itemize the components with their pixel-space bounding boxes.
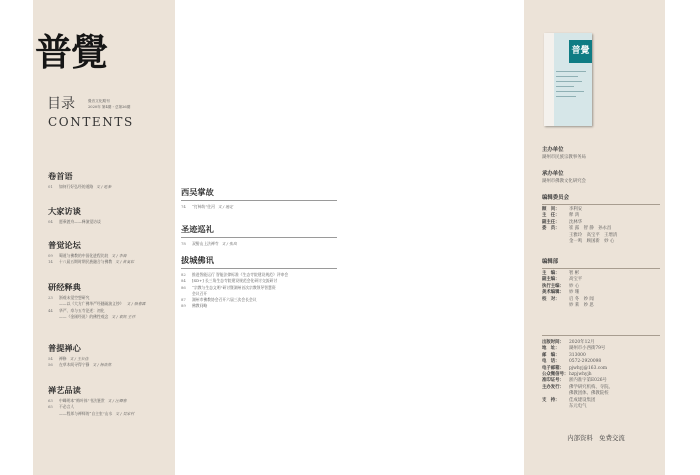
section-title: 普觉论坛 — [48, 240, 81, 250]
entry-title: [SD+] 长三角生态寺院建设规范会化研讨交流研讨 — [192, 278, 278, 284]
issue-number: 2020年 第4期・总第26期 — [88, 104, 131, 109]
section-rule — [181, 268, 337, 269]
section-title: 研经释典 — [48, 282, 81, 292]
right-info-panel — [524, 0, 665, 475]
info-value: 2020年12月 — [569, 340, 595, 345]
info-label: 主办发行： — [542, 384, 564, 390]
page-number: 74 — [181, 204, 186, 209]
entry-title: ——程邦与禅师的“自主室”山水 — [59, 410, 113, 416]
info-label: 执行主编： — [542, 283, 564, 289]
toc-entry[interactable] — [48, 184, 111, 190]
section-title: 禅艺品读 — [48, 385, 81, 395]
info-value: 妙 莱 妙 思 — [569, 303, 594, 309]
entry-title: ——以《大方广佛华严经随疏演义钞》 — [59, 301, 124, 307]
publication-list — [542, 340, 660, 410]
info-label: 出版时间： — [542, 340, 564, 345]
entry-title: 双髻山上法禅寺 — [192, 241, 219, 246]
info-value: 妙 珊 — [569, 290, 580, 296]
entry-title: “打柿坊”往河 — [192, 204, 215, 209]
entry-author: 文 / 延参 — [96, 184, 112, 189]
editorial-block — [542, 258, 660, 309]
entry-title: 十八届五期时期民族融合与佛教 — [59, 259, 113, 265]
entry-author: 文 / 张岚 — [221, 241, 237, 246]
info-label: 校 对： — [542, 296, 560, 302]
section — [48, 240, 134, 266]
footer-note: 内部资料 免费交流 — [567, 434, 625, 442]
info-value: 浙内准字第E026号 — [569, 378, 607, 384]
entry-title: 中峰明本“梅叶体”书法鉴赏 — [59, 398, 105, 403]
entry-title: 禅修 — [59, 356, 67, 361]
section — [48, 171, 111, 190]
info-value: 妙 心 — [569, 283, 580, 289]
info-label: 主 编： — [542, 271, 560, 276]
entry-author: 文 / 袁凯 王祥 — [111, 313, 136, 319]
entry-title: 会议召开 — [192, 290, 208, 296]
entry-author: 文 / 王长佳 — [69, 356, 89, 361]
entry-author: 文 / 吴家村 — [115, 410, 135, 416]
info-value: 金一鸣 顾国新 妙 心 — [569, 239, 615, 245]
info-row — [542, 404, 660, 410]
info-value: 沈林华 — [569, 219, 583, 225]
info-label: 副主编： — [542, 277, 560, 283]
page-number: 82 — [181, 272, 186, 277]
cover-thumbnail[interactable] — [544, 33, 592, 126]
info-value: 启 冬 妙 闻 — [569, 296, 594, 302]
info-value: pjwhyj@163.com — [569, 365, 608, 371]
entry-title: 华严、寿与五寺论述：初化 — [59, 307, 105, 313]
info-row — [542, 239, 660, 245]
entry-title: 佛教问略 — [192, 303, 208, 309]
committee-title: 编辑委员会 — [542, 195, 569, 201]
info-label: 委 员： — [542, 226, 560, 232]
page-number: 54 — [48, 356, 53, 361]
info-value: 湖州市小西街79号 — [569, 346, 606, 352]
section-title: 普提禅心 — [48, 343, 81, 353]
section-title: 拔城佛讯 — [181, 255, 214, 265]
toc-entry[interactable] — [181, 241, 337, 247]
page-number: 14 — [48, 259, 53, 265]
page-number: 65 — [48, 404, 53, 410]
section-title: 圣迹巡礼 — [181, 224, 214, 234]
toc-entry[interactable] — [181, 303, 337, 309]
info-value: 0572-2920098 — [569, 359, 602, 365]
info-value: 佳成建设集团 — [569, 397, 596, 403]
entry-title: 蜀道与佛教的中国化进程比较 — [59, 253, 109, 258]
toc-entry[interactable] — [48, 362, 111, 368]
page-number: 23 — [48, 295, 53, 300]
cover-title: 普覺 — [569, 40, 592, 63]
entry-author: 文 / 黄复彩 — [115, 259, 135, 265]
entry-title: 推进智能运行 智能法律标准《生态寺院建设规范》评审会 — [192, 272, 289, 277]
page-number: 44 — [48, 307, 53, 313]
info-value: 东元电气 — [569, 404, 587, 410]
section — [48, 385, 134, 417]
entry-author: 文 / 施定 — [217, 204, 233, 209]
page-number: 09 — [48, 253, 53, 258]
info-label: 邮 编： — [542, 352, 560, 358]
toc-entry[interactable] — [48, 219, 101, 225]
page-number: 84 — [181, 278, 186, 284]
issue-series: 覺音文化期刊 — [88, 99, 110, 103]
page-number: 87 — [181, 297, 186, 303]
entry-title: 愿乘渡舟——释演觉访谈 — [59, 219, 101, 224]
section — [48, 282, 145, 320]
entry-author: 文 / 汪卿春 — [107, 398, 127, 403]
info-label: 主 任： — [542, 213, 560, 219]
page-number: 01 — [48, 184, 53, 189]
info-value: 智 彬 — [569, 271, 580, 276]
page-number: 63 — [48, 398, 53, 403]
entry-title: 在草木间寻得宁静 — [59, 362, 90, 368]
publication-info — [542, 333, 660, 410]
sponsor-block — [542, 146, 586, 161]
info-value: 李利安 — [569, 207, 583, 212]
editorial-list — [542, 271, 660, 309]
page-number: 04 — [48, 219, 53, 224]
contents-heading-cn: 目录 — [47, 96, 75, 112]
info-label: 顾 问： — [542, 207, 560, 212]
info-value: 崔 露 智 静 孙永昌 — [569, 226, 612, 232]
info-label: 准印证号： — [542, 378, 564, 384]
sponsor-title: 主办单位 — [542, 147, 564, 153]
organizer-block — [542, 170, 586, 185]
section-rule — [181, 237, 337, 238]
info-label: 美术编辑： — [542, 290, 564, 296]
info-label: 副主任： — [542, 219, 560, 225]
info-value: 释 鸿 — [569, 213, 580, 219]
organizer-value: 湖州市佛教文化研究会 — [542, 179, 586, 184]
section — [48, 343, 111, 369]
info-value: 313000 — [569, 352, 586, 358]
toc-entry[interactable] — [181, 204, 337, 210]
info-value: 王雅玲 高宝平 王增清 — [569, 232, 618, 238]
entry-title: “宗教与生态文明”研讨暨湖州首次宗教领导智慧资 — [192, 284, 276, 290]
info-value: 佛学研究机构、寺院、 — [569, 384, 613, 390]
magazine-logo: 普覺 — [35, 30, 107, 74]
organizer-title: 承办单位 — [542, 171, 564, 177]
left-contents-panel — [33, 0, 175, 475]
info-label: 公众微信号： — [542, 372, 569, 378]
page-number: 86 — [181, 284, 186, 290]
info-label: 支 持： — [542, 397, 560, 403]
page-number: 56 — [48, 362, 53, 368]
committee-list — [542, 207, 660, 245]
section-title: 西吴掌故 — [181, 187, 214, 197]
issue-info — [88, 99, 130, 110]
sponsor-value: 湖州市民族宗教事务局 — [542, 155, 586, 160]
page-number: 78 — [181, 241, 186, 246]
page-number: 89 — [181, 303, 186, 309]
info-row — [542, 303, 660, 309]
section-rule — [181, 200, 337, 201]
section — [181, 187, 337, 210]
info-label: 电子邮箱： — [542, 365, 564, 371]
section — [181, 224, 337, 247]
contents-heading-en: CONTENTS — [48, 115, 134, 129]
entry-title: 湖州市佛教协会召开六届三次会长会议 — [192, 297, 257, 303]
committee-block — [542, 194, 660, 245]
entry-author: 文 / 杨浩然 — [92, 362, 112, 368]
entry-author: 文 / 李海 — [111, 253, 127, 258]
toc-entry[interactable] — [48, 314, 145, 320]
entry-title: 如何行好弘经的道路 — [59, 184, 94, 189]
toc-entry[interactable] — [48, 411, 134, 417]
section — [181, 255, 337, 310]
info-value: hzpjwhyjh — [569, 372, 592, 378]
section-title: 卷首语 — [48, 171, 73, 181]
entry-title: 浙观未觉空想研究 — [59, 295, 90, 300]
entry-author: 文 / 骆春霖 — [126, 301, 146, 307]
entry-title: ——《金刚经说》的佛性观念 — [59, 313, 109, 319]
editorial-title: 编辑部 — [542, 259, 559, 265]
info-label: 地 址： — [542, 346, 560, 352]
entry-title: 不必言人 — [59, 404, 75, 410]
info-value: 高宝平 — [569, 277, 583, 283]
section — [48, 206, 101, 225]
info-label: 电 话： — [542, 359, 560, 365]
section-title: 大家访谈 — [48, 206, 81, 216]
toc-entry[interactable] — [48, 259, 134, 265]
info-value: 佛教团体、佛教院校 — [569, 391, 609, 397]
